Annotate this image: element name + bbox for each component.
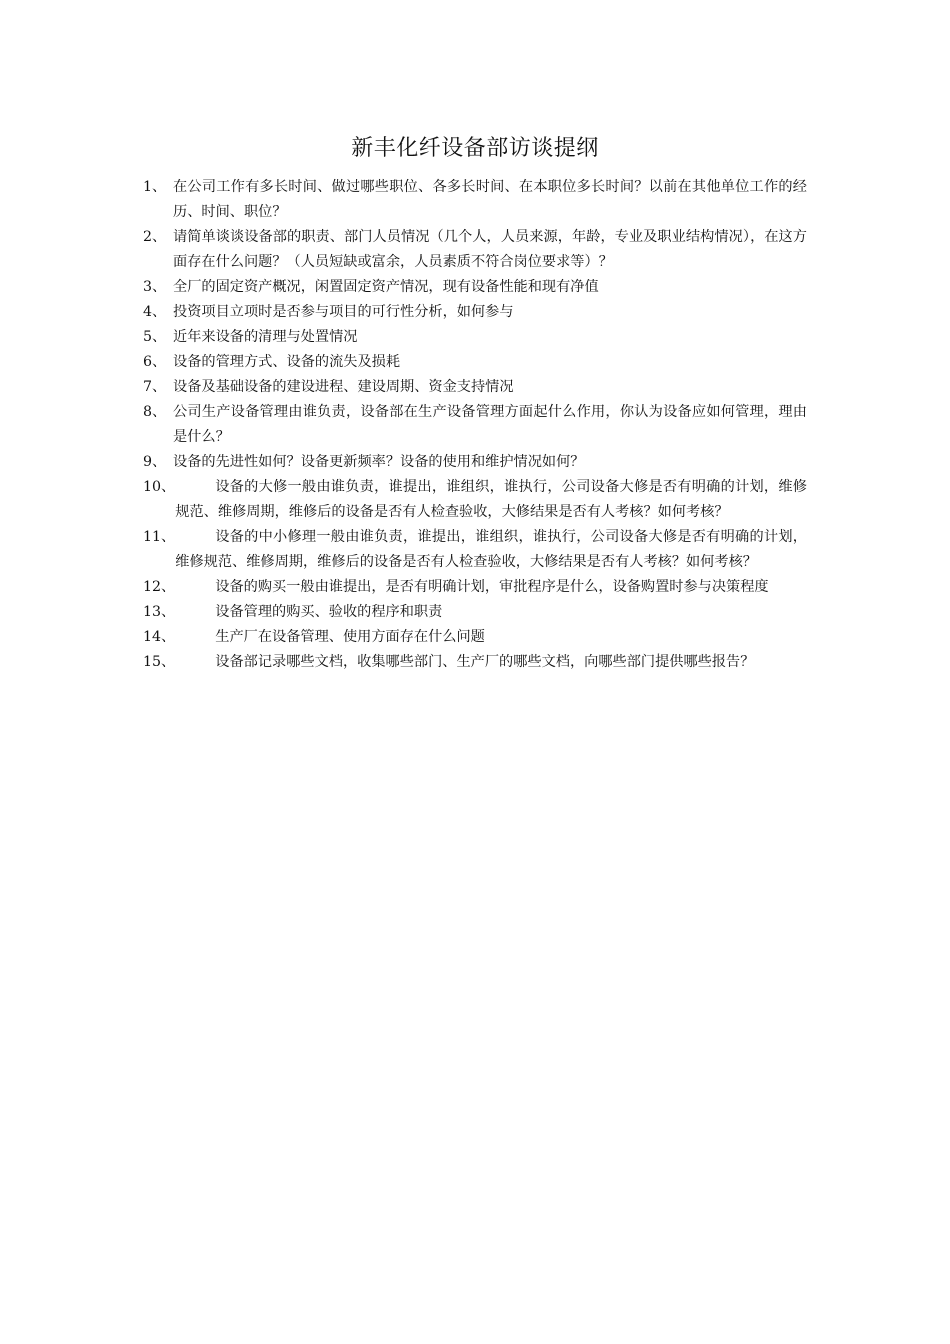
question-text: 在公司工作有多长时间、做过哪些职位、各多长时间、在本职位多长时间？以前在其他单位工作的经历、时间、职位？ (173, 179, 807, 220)
question-item (143, 650, 807, 675)
question-item (143, 575, 807, 600)
question-text: 投资项目立项时是否参与项目的可行性分析，如何参与 (173, 304, 514, 320)
question-number: 12、 (143, 579, 176, 595)
question-item (143, 475, 807, 525)
question-text: 设备的中小修理一般由谁负责，谁提出，谁组织，谁执行，公司设备大修是否有明确的计划，维修规范、维修周期，维修后的设备是否有人检查验收，大修结果是否有人考核？如何考核？ (175, 529, 807, 570)
question-number: 7、 (143, 379, 167, 395)
question-text: 生产厂在设备管理、使用方面存在什么问题 (215, 629, 485, 645)
question-item (143, 375, 807, 400)
question-number: 13、 (143, 604, 176, 620)
question-item (143, 450, 807, 475)
question-text: 设备的先进性如何？设备更新频率？设备的使用和维护情况如何？ (173, 454, 585, 470)
question-item (143, 625, 807, 650)
document-title: 新丰化纤设备部访谈提纲 (351, 136, 599, 161)
question-item (143, 325, 807, 350)
question-text: 设备部记录哪些文档，收集哪些部门、生产厂的哪些文档，向哪些部门提供哪些报告？ (215, 654, 755, 670)
question-item (143, 350, 807, 375)
question-text: 设备管理的购买、验收的程序和职责 (215, 604, 443, 620)
question-number: 5、 (143, 329, 167, 345)
question-text: 全厂的固定资产概况，闲置固定资产情况，现有设备性能和现有净值 (173, 279, 599, 295)
question-item (143, 300, 807, 325)
question-item (143, 175, 807, 225)
question-number: 11、 (143, 529, 176, 545)
question-number: 14、 (143, 629, 176, 645)
question-text: 请简单谈谈设备部的职责、部门人员情况（几个人，人员来源，年龄，专业及职业结构情况），在这方面存在什么问题？（人员短缺或富余，人员素质不符合岗位要求等）？ (173, 229, 807, 270)
question-number: 3、 (143, 279, 167, 295)
question-number: 15、 (143, 654, 176, 670)
question-item (143, 600, 807, 625)
question-item (143, 525, 807, 575)
question-number: 1、 (143, 179, 167, 195)
question-text: 公司生产设备管理由谁负责，设备部在生产设备管理方面起什么作用，你认为设备应如何管理，理由是什么？ (173, 404, 807, 445)
question-text: 近年来设备的清理与处置情况 (173, 329, 358, 345)
question-text: 设备的大修一般由谁负责，谁提出，谁组织，谁执行，公司设备大修是否有明确的计划，维修规范、维修周期，维修后的设备是否有人检查验收，大修结果是否有人考核？如何考核？ (175, 479, 807, 520)
question-number: 10、 (143, 479, 176, 495)
question-number: 8、 (143, 404, 167, 420)
question-number: 4、 (143, 304, 167, 320)
question-item (143, 275, 807, 300)
question-item (143, 400, 807, 450)
question-number: 9、 (143, 454, 167, 470)
question-text: 设备的购买一般由谁提出，是否有明确计划，审批程序是什么，设备购置时参与决策程度 (215, 579, 769, 595)
question-number: 6、 (143, 354, 167, 370)
question-item (143, 225, 807, 275)
question-text: 设备的管理方式、设备的流失及损耗 (173, 354, 401, 370)
question-list (143, 175, 807, 675)
question-text: 设备及基础设备的建设进程、建设周期、资金支持情况 (173, 379, 514, 395)
question-number: 2、 (143, 229, 167, 245)
